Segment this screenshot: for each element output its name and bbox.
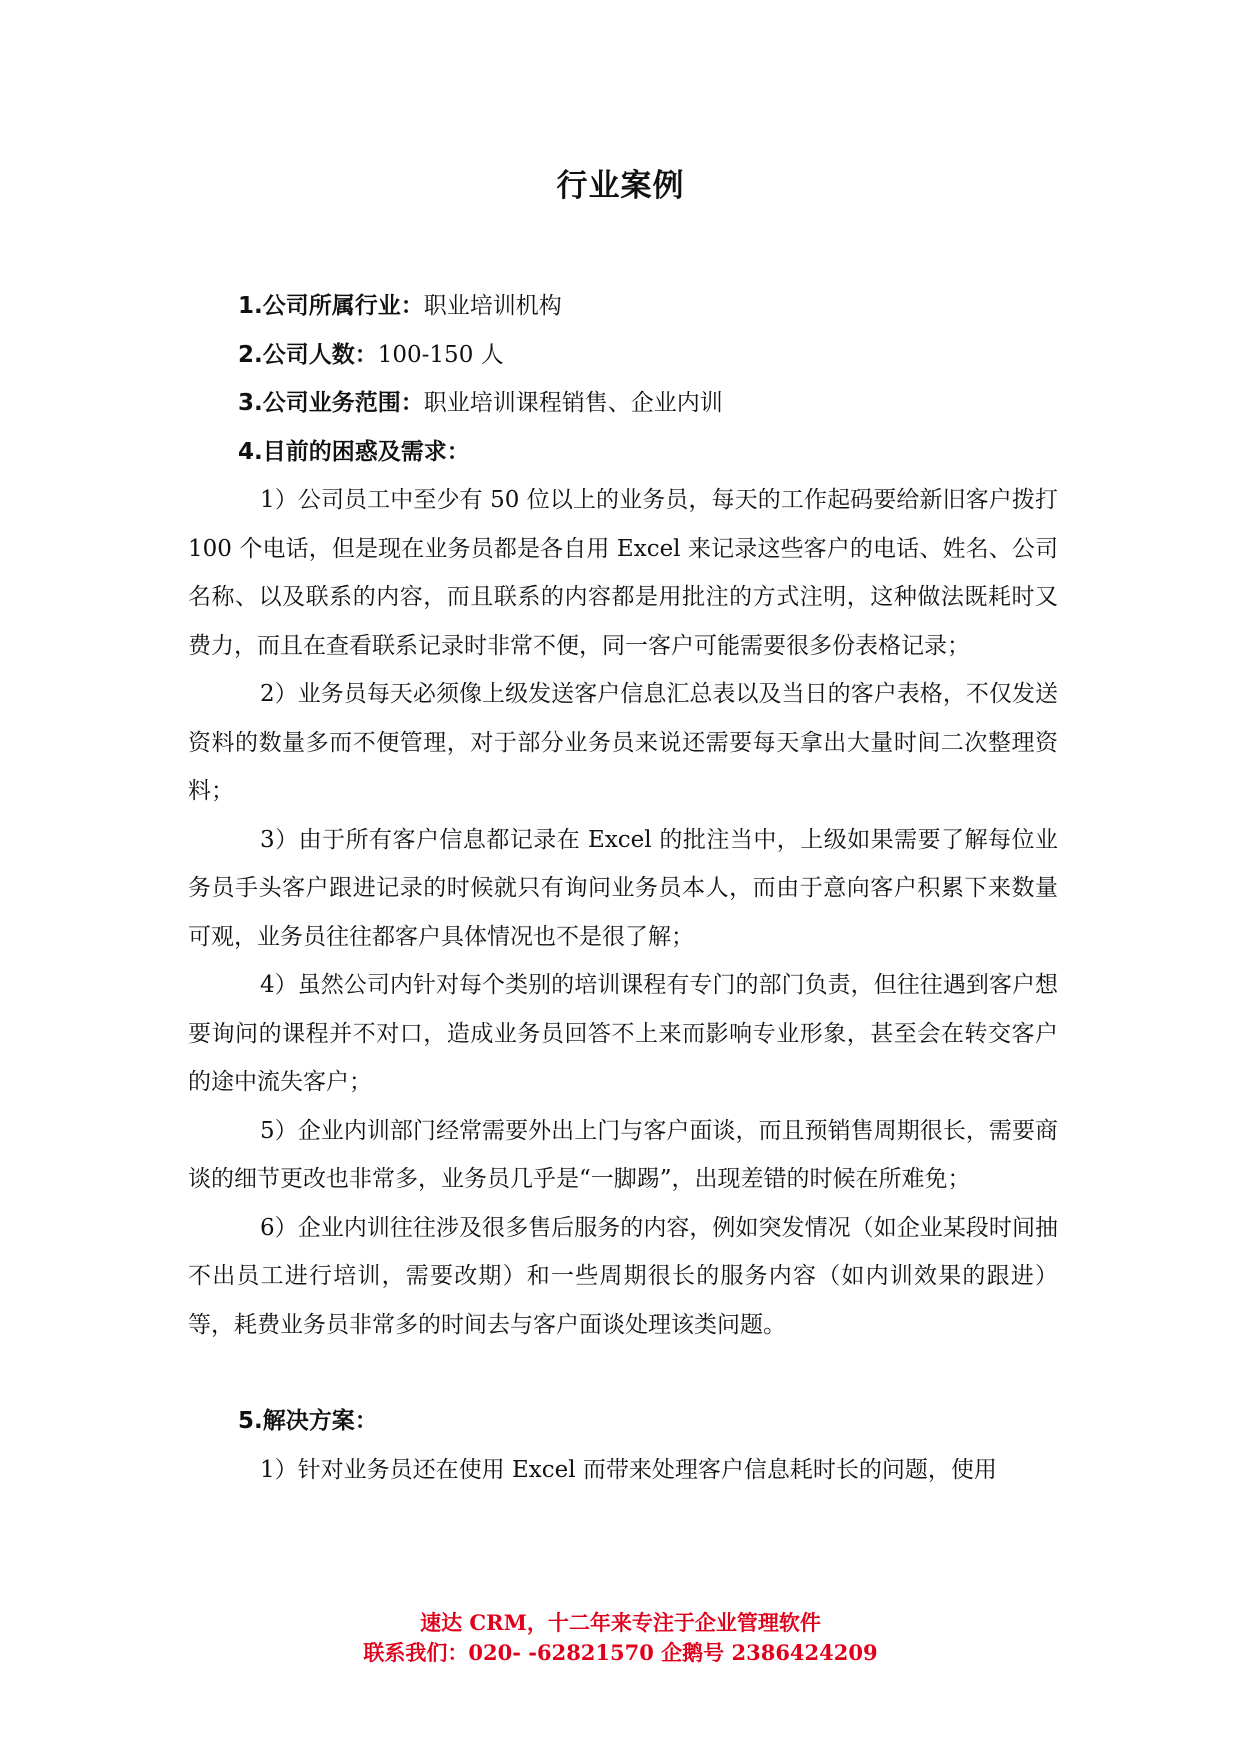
info-label: 1.公司所属行业： — [238, 293, 424, 319]
solution-paragraph-1: 1）针对业务员还在使用 Excel 而带来处理客户信息耗时长的问题，使用 — [260, 1456, 997, 1483]
footer-contact — [0, 1608, 1241, 1668]
info-item-headcount — [238, 331, 1058, 380]
section-gap — [188, 1349, 1058, 1397]
info-label: 3.公司业务范围： — [238, 390, 424, 416]
problem-paragraph-6: 6）企业内训往往涉及很多售后服务的内容，例如突发情况（如企业某段时间抽不出员工进行培训，需要改期）和一些周期很长的服务内容（如内训效果的跟进）等，耗费业务员非常多的时间去与客户面谈处理该类问题。 — [188, 1214, 1058, 1338]
problems-heading: 4.目前的困惑及需求： — [238, 438, 470, 465]
problem-paragraph-3: 3）由于所有客户信息都记录在 Excel 的批注当中，上级如果需要了解每位业务员手头客户跟进记录的时候就只有询问业务员本人，而由于意向客户积累下来数量可观，业务员往往都客户具体情况也不是很了解； — [188, 826, 1058, 950]
problem-paragraph-2: 2）业务员每天必须像上级发送客户信息汇总表以及当日的客户表格，不仅发送资料的数量多而不便管理，对于部分业务员来说还需要每天拿出大量时间二次整理资料； — [188, 681, 1058, 804]
info-value: 100-150 人 — [377, 341, 504, 368]
solution-heading: 5.解决方案： — [238, 1408, 378, 1434]
info-value: 职业培训课程销售、企业内训 — [423, 390, 723, 416]
document-title: 行业案例 — [556, 168, 685, 204]
footer-contact-line: 联系我们：020- -62821570 企鹅号 2386424209 — [363, 1640, 878, 1665]
document-body — [188, 282, 1058, 1494]
problem-paragraph-1: 1）公司员工中至少有 50 位以上的业务员，每天的工作起码要给新旧客户拨打 100 个电话，但是现在业务员都是各自用 Excel 来记录这些客户的电话、姓名、公司名称、以及联系的内容，而且联系的内容都是用批注的方式注明，这种做法既耗时又费力，而且在查看联系记录时非常不便，同一客户可能需要很多份表格记录； — [188, 487, 1058, 659]
info-item-business-scope — [238, 379, 1058, 428]
info-item-industry — [238, 282, 1058, 331]
footer-slogan: 速达 CRM，十二年来专注于企业管理软件 — [420, 1610, 821, 1635]
info-label: 2.公司人数： — [238, 341, 378, 368]
info-value: 职业培训机构 — [423, 293, 562, 319]
problem-paragraph-5: 5）企业内训部门经常需要外出上门与客户面谈，而且预销售周期很长，需要商谈的细节更改也非常多，业务员几乎是“一脚踢”，出现差错的时候在所难免； — [188, 1117, 1058, 1192]
problem-paragraph-4: 4）虽然公司内针对每个类别的培训课程有专门的部门负责，但往往遇到客户想要询问的课程并不对口，造成业务员回答不上来而影响专业形象，甚至会在转交客户的途中流失客户； — [188, 972, 1058, 1095]
